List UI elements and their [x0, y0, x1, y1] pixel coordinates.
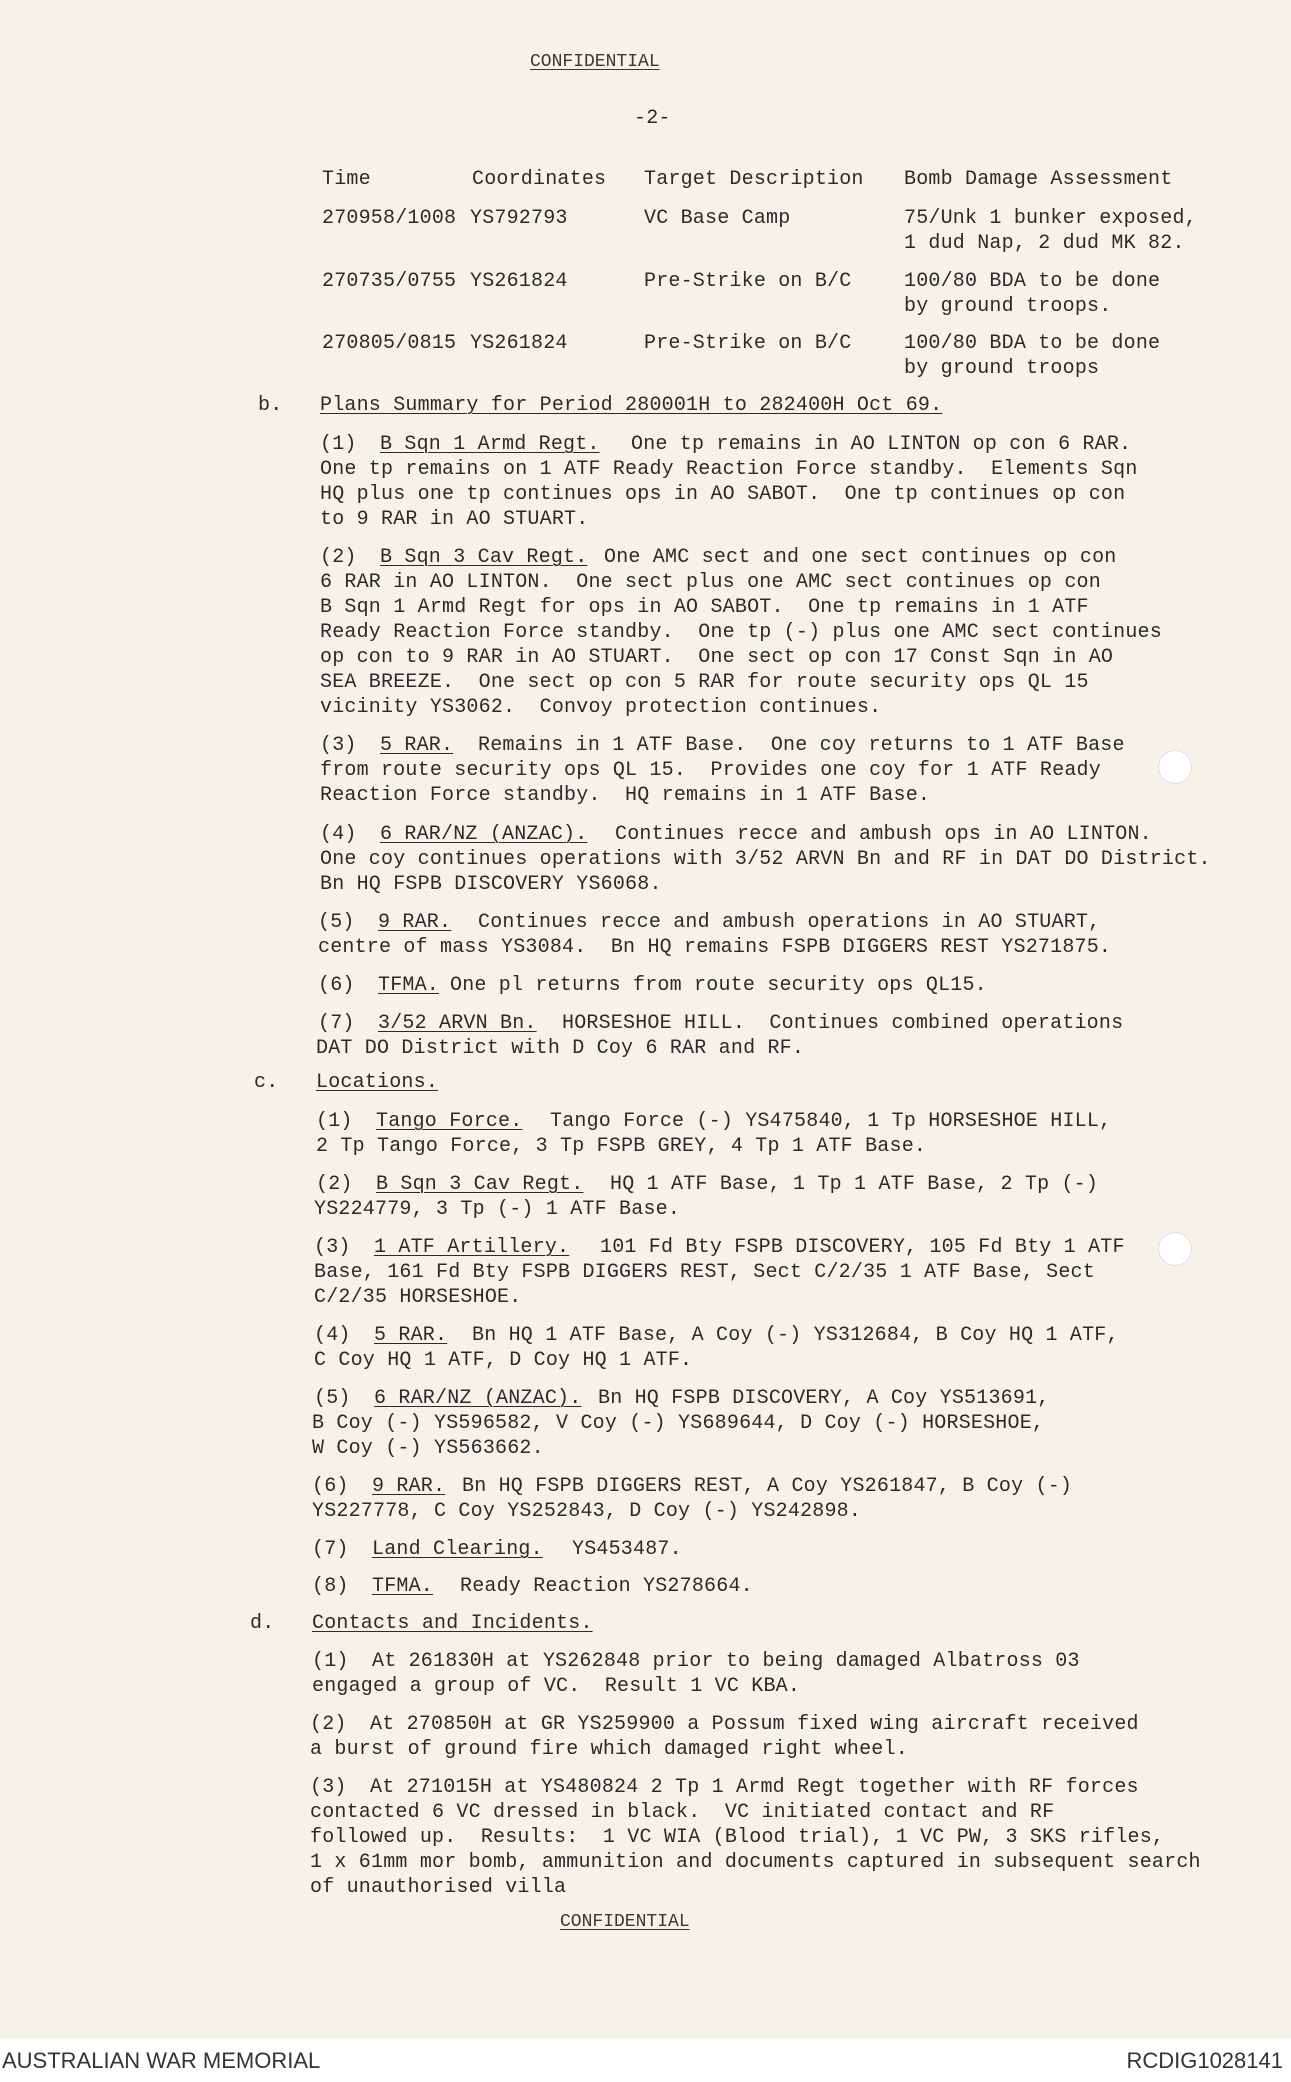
footer-left: AUSTRALIAN WAR MEMORIAL — [2, 2048, 321, 2073]
d-item-2-num: (2) — [310, 1713, 347, 1736]
section-d-marker: d. — [250, 1612, 275, 1635]
b-item-1-line-4: to 9 RAR in AO STUART. — [320, 508, 589, 531]
d-item-2-line-1: At 270850H at GR YS259900 a Possum fixed wing aircraft received — [370, 1713, 1139, 1736]
c-item-5-line-2: B Coy (-) YS596582, V Coy (-) YS689644, D Coy (-) HORSESHOE, — [312, 1412, 1045, 1435]
b-item-3-line-3: Reaction Force standby. HQ remains in 1 ATF Base. — [320, 784, 931, 807]
d-item-1-num: (1) — [312, 1650, 349, 1673]
c-item-5-num: (5) — [314, 1387, 351, 1410]
c-item-4-line-1: Bn HQ 1 ATF Base, A Coy (-) YS312684, B Coy HQ 1 ATF, — [472, 1324, 1119, 1347]
page-number: -2- — [634, 107, 671, 130]
c-item-3-num: (3) — [314, 1236, 351, 1259]
c-item-1-line-1: Tango Force (-) YS475840, 1 Tp HORSESHOE HILL, — [550, 1110, 1112, 1133]
b-item-2-line-5: op con to 9 RAR in AO STUART. One sect op con 17 Const Sqn in AO — [320, 646, 1114, 669]
c-item-2-title: B Sqn 3 Cav Regt. — [376, 1173, 584, 1196]
d-item-1-line-2: engaged a group of VC. Result 1 VC KBA. — [312, 1675, 801, 1698]
b-item-1-num: (1) — [320, 433, 357, 456]
d-item-3-line-2: contacted 6 VC dressed in black. VC initiated contact and RF — [310, 1801, 1055, 1824]
table-row-3-bda-2: by ground troops — [904, 357, 1100, 380]
section-b-heading: Plans Summary for Period 280001H to 282400H Oct 69. — [320, 394, 943, 417]
section-c-marker: c. — [254, 1071, 279, 1094]
b-item-4-title: 6 RAR/NZ (ANZAC). — [380, 823, 588, 846]
b-item-4-line-1: Continues recce and ambush ops in AO LINTON. — [615, 823, 1152, 846]
b-item-5-line-1: Continues recce and ambush operations in AO STUART, — [478, 911, 1101, 934]
b-item-3-title: 5 RAR. — [380, 734, 454, 757]
b-item-2-line-7: vicinity YS3062. Convoy protection continues. — [320, 696, 882, 719]
b-item-3-line-1: Remains in 1 ATF Base. One coy returns to 1 ATF Base — [478, 734, 1125, 757]
classification-top: CONFIDENTIAL — [530, 52, 660, 72]
table-row-2-bda-2: by ground troops. — [904, 295, 1112, 318]
c-item-8-title: TFMA. — [372, 1575, 434, 1598]
table-row-2-target: Pre-Strike on B/C — [644, 270, 852, 293]
b-item-6-title: TFMA. — [378, 974, 440, 997]
c-item-3-title: 1 ATF Artillery. — [374, 1236, 570, 1259]
b-item-7-num: (7) — [318, 1012, 355, 1035]
d-item-3-line-5: of unauthorised villa — [310, 1876, 567, 1899]
section-b-marker: b. — [258, 394, 283, 417]
c-item-8-line-1: Ready Reaction YS278664. — [460, 1575, 753, 1598]
b-item-2-title: B Sqn 3 Cav Regt. — [380, 546, 588, 569]
table-row-1-time: 270958/1008 — [322, 207, 457, 230]
b-item-5-title: 9 RAR. — [378, 911, 452, 934]
c-item-6-title: 9 RAR. — [372, 1475, 446, 1498]
c-item-3-line-3: C/2/35 HORSESHOE. — [314, 1286, 522, 1309]
table-row-3-time: 270805/0815 — [322, 332, 457, 355]
c-item-5-line-1: Bn HQ FSPB DISCOVERY, A Coy YS513691, — [598, 1387, 1050, 1410]
b-item-2-num: (2) — [320, 546, 357, 569]
b-item-1-line-2: One tp remains on 1 ATF Ready Reaction Force standby. Elements Sqn — [320, 458, 1138, 481]
c-item-4-num: (4) — [314, 1324, 351, 1347]
b-item-3-num: (3) — [320, 734, 357, 757]
c-item-7-num: (7) — [312, 1538, 349, 1561]
table-row-1-target: VC Base Camp — [644, 207, 791, 230]
b-item-6-num: (6) — [318, 974, 355, 997]
d-item-3-line-1: At 271015H at YS480824 2 Tp 1 Armd Regt together with RF forces — [370, 1776, 1139, 1799]
table-row-1-bda-1: 75/Unk 1 bunker exposed, — [904, 207, 1197, 230]
col-coordinates: Coordinates — [472, 168, 607, 191]
b-item-5-num: (5) — [318, 911, 355, 934]
table-row-3-target: Pre-Strike on B/C — [644, 332, 852, 355]
c-item-4-line-2: C Coy HQ 1 ATF, D Coy HQ 1 ATF. — [314, 1349, 693, 1372]
col-time: Time — [322, 168, 371, 191]
section-c-heading: Locations. — [316, 1071, 439, 1094]
c-item-5-title: 6 RAR/NZ (ANZAC). — [374, 1387, 582, 1410]
b-item-2-line-3: B Sqn 1 Armd Regt for ops in AO SABOT. One tp remains in 1 ATF — [320, 596, 1089, 619]
b-item-4-line-2: One coy continues operations with 3/52 ARVN Bn and RF in DAT DO District. — [320, 848, 1211, 871]
c-item-4-title: 5 RAR. — [374, 1324, 448, 1347]
b-item-2-line-2: 6 RAR in AO LINTON. One sect plus one AMC sect continues op con — [320, 571, 1101, 594]
b-item-7-title: 3/52 ARVN Bn. — [378, 1012, 537, 1035]
footer-right: RCDIG1028141 — [1126, 2048, 1283, 2073]
table-row-2-coord: YS261824 — [470, 270, 568, 293]
table-row-3-bda-1: 100/80 BDA to be done — [904, 332, 1161, 355]
b-item-2-line-6: SEA BREEZE. One sect op con 5 RAR for route security ops QL 15 — [320, 671, 1089, 694]
d-item-3-num: (3) — [310, 1776, 347, 1799]
c-item-2-num: (2) — [316, 1173, 353, 1196]
b-item-1-line-3: HQ plus one tp continues ops in AO SABOT. One tp continues op con — [320, 483, 1126, 506]
classification-bottom: CONFIDENTIAL — [560, 1912, 690, 1932]
d-item-3-line-3: followed up. Results: 1 VC WIA (Blood trial), 1 VC PW, 3 SKS rifles, — [310, 1826, 1165, 1849]
b-item-7-line-2: DAT DO District with D Coy 6 RAR and RF. — [316, 1037, 805, 1060]
b-item-2-line-4: Ready Reaction Force standby. One tp (-) plus one AMC sect continues — [320, 621, 1162, 644]
b-item-2-line-1: One AMC sect and one sect continues op con — [604, 546, 1117, 569]
c-item-1-title: Tango Force. — [376, 1110, 523, 1133]
d-item-1-line-1: At 261830H at YS262848 prior to being damaged Albatross 03 — [372, 1650, 1080, 1673]
punch-hole-upper — [1158, 750, 1192, 784]
c-item-3-line-1: 101 Fd Bty FSPB DISCOVERY, 105 Fd Bty 1 ATF — [600, 1236, 1125, 1259]
b-item-7-line-1: HORSESHOE HILL. Continues combined operations — [562, 1012, 1124, 1035]
table-row-3-coord: YS261824 — [470, 332, 568, 355]
col-target: Target Description — [644, 168, 864, 191]
c-item-6-line-1: Bn HQ FSPB DIGGERS REST, A Coy YS261847, B Coy (-) — [462, 1475, 1073, 1498]
c-item-5-line-3: W Coy (-) YS563662. — [312, 1437, 544, 1460]
table-row-2-time: 270735/0755 — [322, 270, 457, 293]
c-item-3-line-2: Base, 161 Fd Bty FSPB DIGGERS REST, Sect C/2/35 1 ATF Base, Sect — [314, 1261, 1095, 1284]
c-item-2-line-2: YS224779, 3 Tp (-) 1 ATF Base. — [314, 1198, 681, 1221]
punch-hole-lower — [1158, 1232, 1192, 1266]
c-item-7-line-1: YS453487. — [572, 1538, 682, 1561]
c-item-6-line-2: YS227778, C Coy YS252843, D Coy (-) YS242898. — [312, 1500, 862, 1523]
section-d-heading: Contacts and Incidents. — [312, 1612, 593, 1635]
b-item-6-line-1: One pl returns from route security ops QL15. — [450, 974, 987, 997]
c-item-1-num: (1) — [316, 1110, 353, 1133]
table-row-2-bda-1: 100/80 BDA to be done — [904, 270, 1161, 293]
col-bda: Bomb Damage Assessment — [904, 168, 1173, 191]
b-item-3-line-2: from route security ops QL 15. Provides one coy for 1 ATF Ready — [320, 759, 1101, 782]
table-row-1-bda-2: 1 dud Nap, 2 dud MK 82. — [904, 232, 1185, 255]
c-item-1-line-2: 2 Tp Tango Force, 3 Tp FSPB GREY, 4 Tp 1 ATF Base. — [316, 1135, 927, 1158]
b-item-1-line-1: One tp remains in AO LINTON op con 6 RAR. — [631, 433, 1132, 456]
d-item-3-line-4: 1 x 61mm mor bomb, ammunition and documents captured in subsequent search — [310, 1851, 1201, 1874]
b-item-4-num: (4) — [320, 823, 357, 846]
c-item-7-title: Land Clearing. — [372, 1538, 543, 1561]
b-item-5-line-2: centre of mass YS3084. Bn HQ remains FSPB DIGGERS REST YS271875. — [318, 936, 1112, 959]
c-item-2-line-1: HQ 1 ATF Base, 1 Tp 1 ATF Base, 2 Tp (-) — [610, 1173, 1099, 1196]
c-item-6-num: (6) — [312, 1475, 349, 1498]
d-item-2-line-2: a burst of ground fire which damaged right wheel. — [310, 1738, 908, 1761]
b-item-4-line-3: Bn HQ FSPB DISCOVERY YS6068. — [320, 873, 662, 896]
table-row-1-coord: YS792793 — [470, 207, 568, 230]
c-item-8-num: (8) — [312, 1575, 349, 1598]
b-item-1-title: B Sqn 1 Armd Regt. — [380, 433, 600, 456]
